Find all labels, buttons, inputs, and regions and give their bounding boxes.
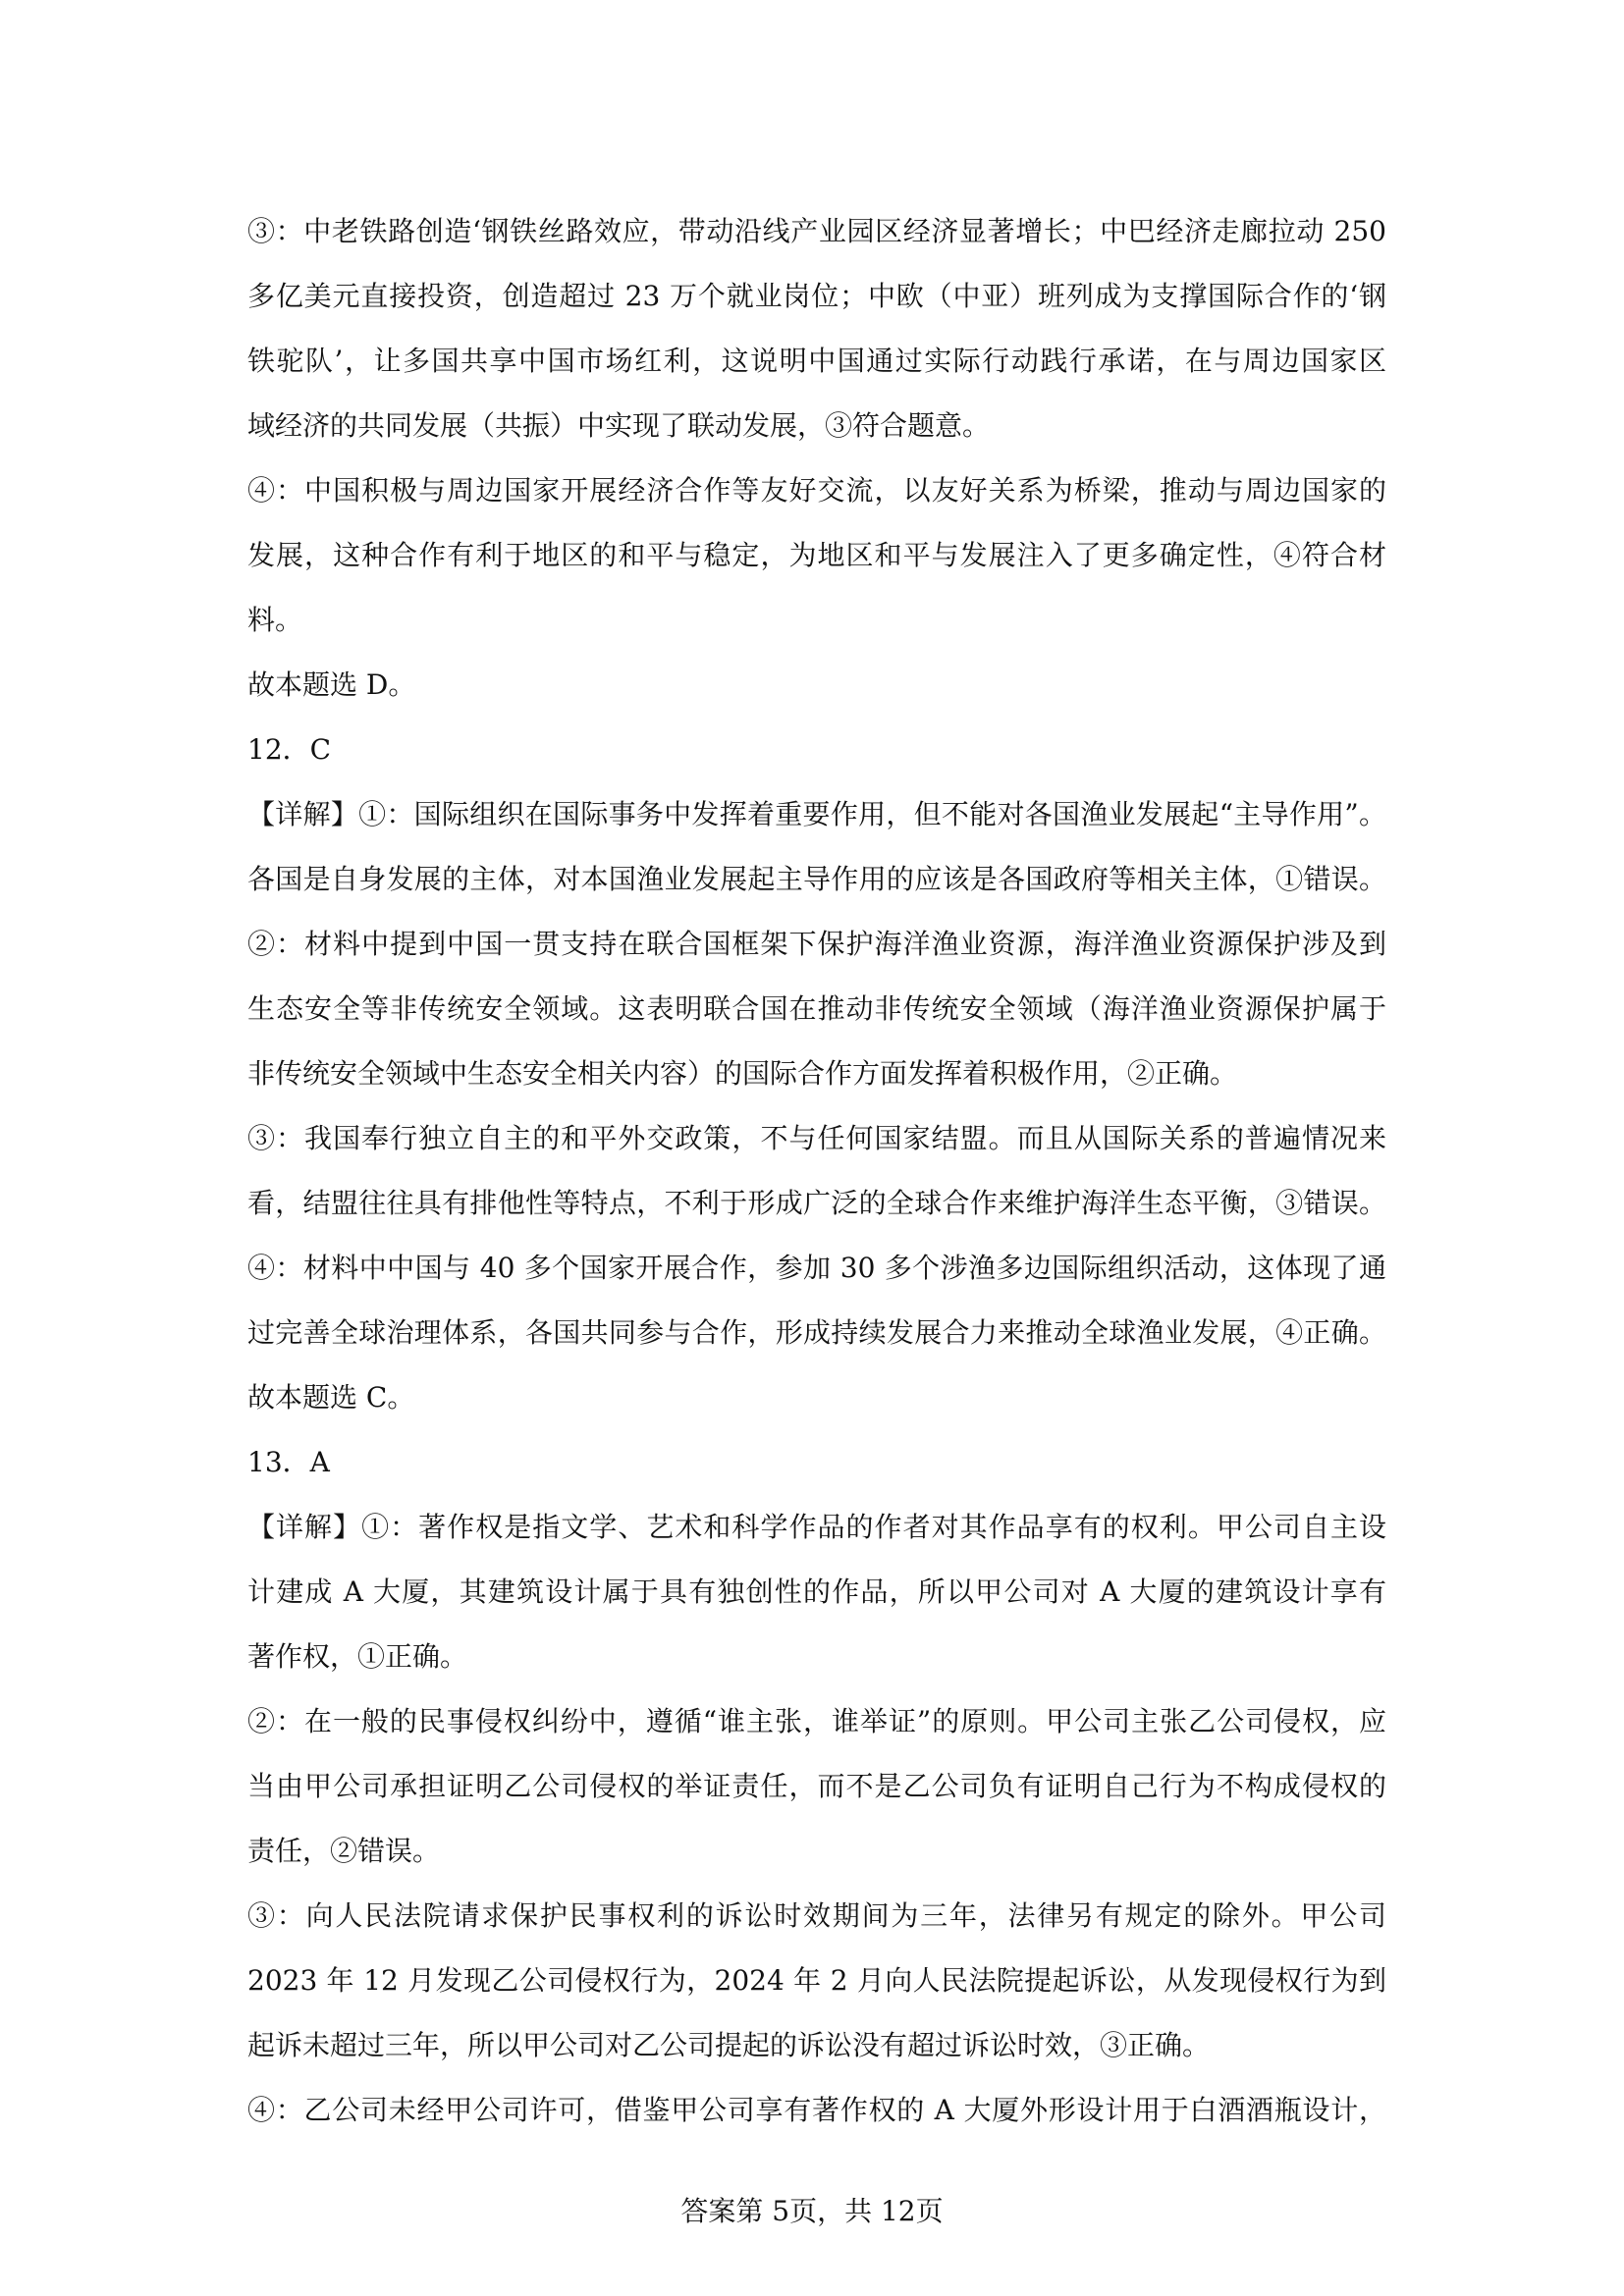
text-line: ④：乙公司未经甲公司许可，借鉴甲公司享有著作权的 A 大厦外形设计用于白酒酒瓶设计， bbox=[247, 2094, 1386, 2126]
text-line: 看，结盟往往具有排他性等特点，不利于形成广泛的全球合作来维护海洋生态平衡，③错误。 bbox=[247, 1187, 1386, 1219]
text-line: 多亿美元直接投资，创造超过 23 万个就业岗位；中欧（中亚）班列成为支撑国际合作的‘钢 bbox=[247, 280, 1386, 312]
page-footer: 答案第 5页，共 12页 bbox=[680, 2195, 944, 2227]
text-line: 【详解】①：国际组织在国际事务中发挥着重要作用，但不能对各国渔业发展起“主导作用”。 bbox=[247, 798, 1386, 830]
text-line: 当由甲公司承担证明乙公司侵权的举证责任，而不是乙公司负有证明自己行为不构成侵权的 bbox=[247, 1770, 1386, 1802]
text-line: 域经济的共同发展（共振）中实现了联动发展，③符合题意。 bbox=[247, 409, 991, 442]
text-line: 2023 年 12 月发现乙公司侵权行为，2024 年 2 月向人民法院提起诉讼，从发现侵权行为到 bbox=[247, 1964, 1386, 1997]
text-line: 过完善全球治理体系，各国共同参与合作，形成持续发展合力来推动全球渔业发展，④正确。 bbox=[247, 1316, 1386, 1349]
text-line: 故本题选 C。 bbox=[247, 1381, 415, 1414]
text-line: 铁驼队’，让多国共享中国市场红利，这说明中国通过实际行动践行承诺，在与周边国家区 bbox=[247, 345, 1386, 377]
text-line: 13．A bbox=[247, 1446, 330, 1478]
text-line: ③：向人民法院请求保护民事权利的诉讼时效期间为三年，法律另有规定的除外。甲公司 bbox=[247, 1899, 1386, 1932]
text-line: 计建成 A 大厦，其建筑设计属于具有独创性的作品，所以甲公司对 A 大厦的建筑设计享有 bbox=[247, 1575, 1386, 1608]
text-line: ③：我国奉行独立自主的和平外交政策，不与任何国家结盟。而且从国际关系的普遍情况来 bbox=[247, 1122, 1386, 1154]
text-line: 责任，②错误。 bbox=[247, 1835, 441, 1867]
text-line: 非传统安全领域中生态安全相关内容）的国际合作方面发挥着积极作用，②正确。 bbox=[247, 1057, 1238, 1090]
text-line: 生态安全等非传统安全领域。这表明联合国在推动非传统安全领域（海洋渔业资源保护属于 bbox=[247, 992, 1386, 1025]
text-line: 各国是自身发展的主体，对本国渔业发展起主导作用的应该是各国政府等相关主体，①错误。 bbox=[247, 863, 1386, 895]
text-line: ④：中国积极与周边国家开展经济合作等友好交流，以友好关系为桥梁，推动与周边国家的 bbox=[247, 474, 1386, 507]
text-line: ④：材料中中国与 40 多个国家开展合作，参加 30 多个涉渔多边国际组织活动，这体现了通 bbox=[247, 1252, 1386, 1284]
text-line: 故本题选 D。 bbox=[247, 668, 416, 701]
text-line: ③：中老铁路创造‘钢铁丝路效应，带动沿线产业园区经济显著增长；中巴经济走廊拉动 250 bbox=[247, 215, 1386, 247]
text-line: 12．C bbox=[247, 733, 332, 766]
answer-text-body bbox=[247, 208, 1386, 2152]
text-line: 起诉未超过三年，所以甲公司对乙公司提起的诉讼没有超过诉讼时效，③正确。 bbox=[247, 2029, 1211, 2061]
text-line: 料。 bbox=[247, 604, 303, 636]
text-line: 发展，这种合作有利于地区的和平与稳定，为地区和平与发展注入了更多确定性，④符合材 bbox=[247, 539, 1386, 571]
text-line: ②：在一般的民事侵权纠纷中，遵循“谁主张，谁举证”的原则。甲公司主张乙公司侵权，应 bbox=[247, 1705, 1386, 1737]
text-line: ②：材料中提到中国一贯支持在联合国框架下保护海洋渔业资源，海洋渔业资源保护涉及到 bbox=[247, 928, 1386, 960]
text-line: 著作权，①正确。 bbox=[247, 1640, 468, 1673]
text-line: 【详解】①：著作权是指文学、艺术和科学作品的作者对其作品享有的权利。甲公司自主设 bbox=[247, 1511, 1386, 1543]
